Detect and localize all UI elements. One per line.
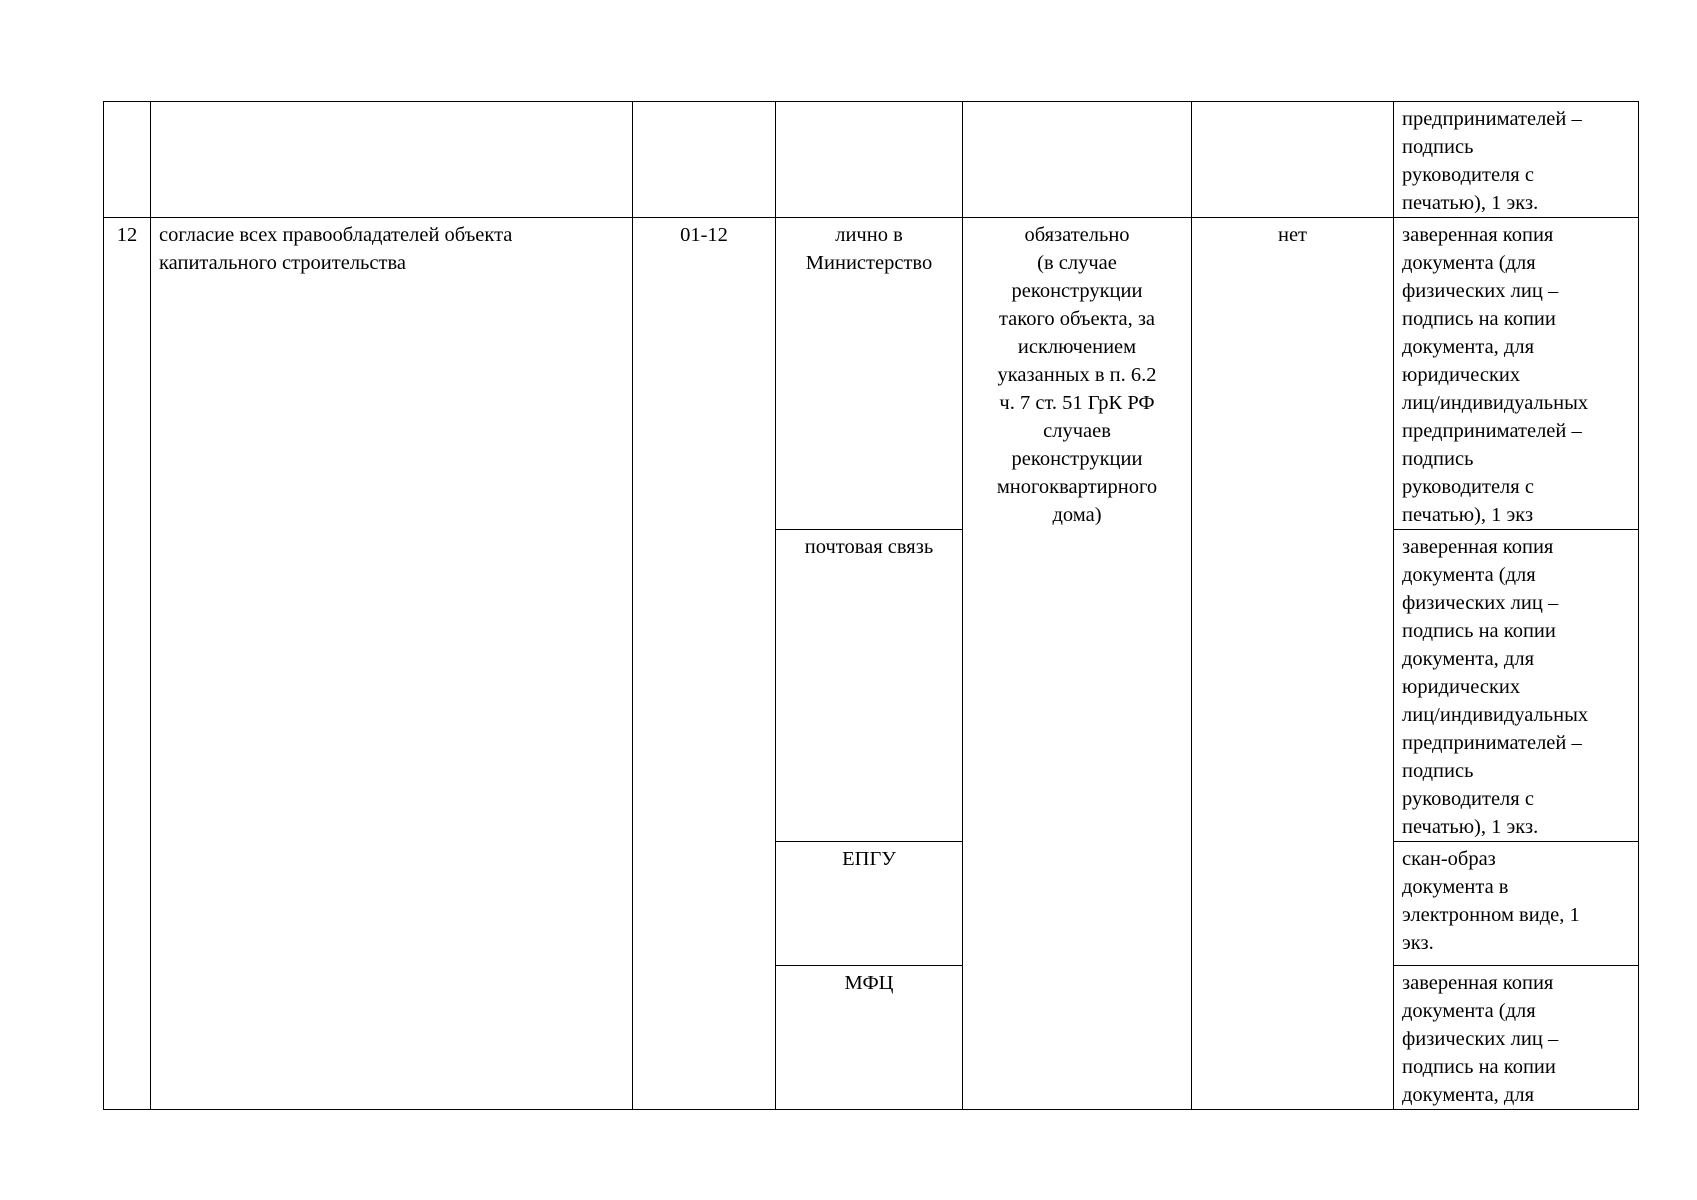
requirement-condition: обязательно (в случае реконструкции такого объекта, за исключением указанных в п. 6.2 ч. 7 ст. 51 ГрК РФ случаев реконструкции многоквартирного дома) xyxy=(963,218,1192,1110)
document-form-epgu: скан-образ документа в электронном виде, 1 экз. xyxy=(1394,842,1639,966)
document-code: 01-12 xyxy=(633,218,776,1110)
returnable-flag: нет xyxy=(1192,218,1394,1110)
table-row-12-personal xyxy=(104,218,1639,530)
row-number: 12 xyxy=(104,218,151,1110)
submission-way-mfc: МФЦ xyxy=(776,966,963,1110)
documents-table xyxy=(103,101,1639,1110)
submission-way-mail: почтовая связь xyxy=(776,530,963,842)
cell-number-empty xyxy=(104,102,151,218)
cell-requirement-empty xyxy=(963,102,1192,218)
table-row-continuation xyxy=(104,102,1639,218)
document-form-personal: заверенная копия документа (для физических лиц – подпись на копии документа, для юридических лиц/индивидуальных предпринимателей – подпись руководителя с печатью), 1 экз xyxy=(1394,218,1639,530)
cell-way-empty xyxy=(776,102,963,218)
document-form-mail: заверенная копия документа (для физических лиц – подпись на копии документа, для юридических лиц/индивидуальных предпринимателей – подпись руководителя с печатью), 1 экз. xyxy=(1394,530,1639,842)
cell-name-empty xyxy=(151,102,633,218)
submission-way-personal: лично в Министерство xyxy=(776,218,963,530)
submission-way-epgu: ЕПГУ xyxy=(776,842,963,966)
cell-code-empty xyxy=(633,102,776,218)
cell-returnable-empty xyxy=(1192,102,1394,218)
cell-form-continued: предпринимателей – подпись руководителя с печатью), 1 экз. xyxy=(1394,102,1639,218)
document-name: согласие всех правообладателей объекта капитального строительства xyxy=(151,218,633,1110)
document-form-mfc: заверенная копия документа (для физических лиц – подпись на копии документа, для xyxy=(1394,966,1639,1110)
